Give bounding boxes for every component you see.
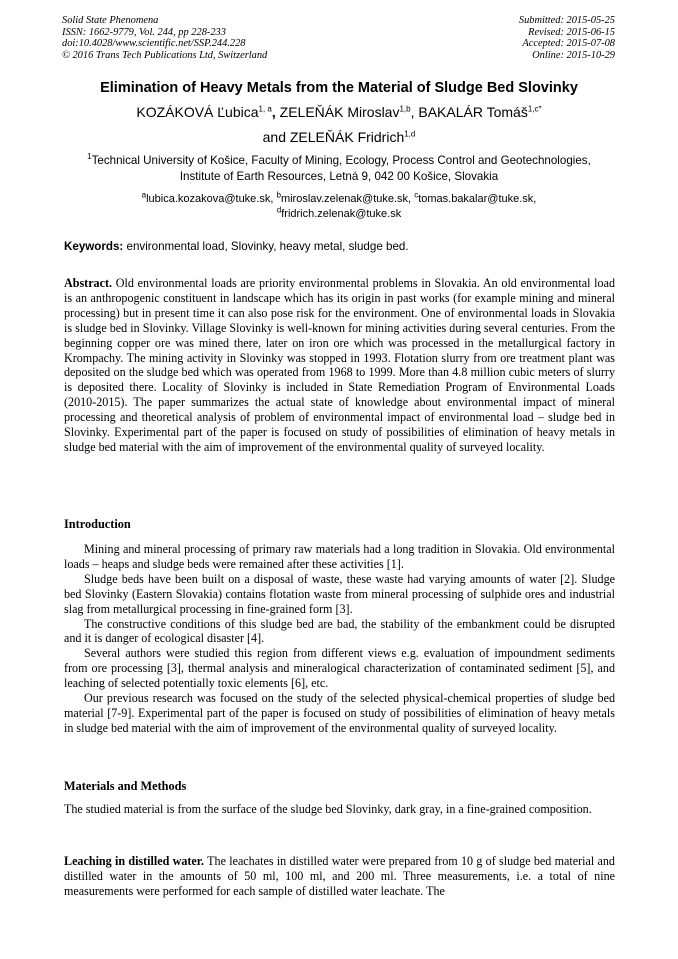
email-sup: c (414, 190, 419, 200)
section-heading-introduction: Introduction (64, 517, 131, 531)
issn-line: ISSN: 1662-9779, Vol. 244, pp 228-233 (62, 26, 226, 38)
affiliation-line: Technical University of Košice, Faculty of Mining, Ecology, Process Control and Geotechnologies, (91, 154, 591, 167)
author-affiliation-sup: 1, a (258, 104, 272, 114)
paragraph: Mining and mineral processing of primary raw materials had a long tradition in Slovakia. Old environmental loads – heaps and sludge beds were remained after these activities [1]. (64, 542, 615, 571)
author-affiliation-sup: 1,b (399, 104, 411, 114)
affiliation-sup: 1 (87, 152, 92, 162)
paragraph: Several authors were studied this region from different views e.g. evaluation of impoundment sediments from ore processing [3], thermal analysis and mineralogical characterization of contaminated sediment [5], and leaching of selected potentially toxic elements [6], etc. (64, 646, 615, 691)
author-line-1: KOZÁKOVÁ Ľubica$^{1, a}$, ZELEŇÁK Miroslav$^{1,b}$, BAKALÁR Tomáš$^{1,c*}$ (136, 104, 542, 120)
email-sup: d (276, 204, 282, 214)
email-link[interactable]: miroslav.zelenak@tuke.sk, (280, 193, 412, 205)
abstract (64, 276, 615, 455)
email-sup: a (141, 190, 147, 200)
abstract-text: Old environmental loads are priority environmental problems in Slovakia. An old environmental load is an anthropogenic constituent in landscape which has its origin in past works (for example mining and mineral processing) but in present time it can also pose risk for the environment. One of environmental loads in Slovakia is sludge bed in Slovinky. Village Slovinky is well-known for mining activities during several centuries. From the beginning copper ore was mined there, later on iron ore which was processed in the metallurgical factory in Krompachy. The mining activity in Slovinky was stopped in 1993. Flotation slurry from ore treatment plant was deposited on the sludge bed which was operated from 1968 to 1999. More than 4.8 million cubic meters of slurry is deposited there. Locality of Slovinky is included in State Remediation Program of Environmental Loads (2010-2015). The paper summarizes the actual state of knowledge about environmental impact of mineral processing and theoretical analysis of problem of environmental impact of environmental load – sludge bed in Slovinky. Experimental part of the paper is focused on study of possibilities of elimination of heavy metals in sludge bed material with the aim of improvement of the environmental quality of surveyed locality. (64, 276, 615, 454)
subsection-text: The leachates in distilled water were prepared from 10 g of sludge bed material and distilled water in the amounts of 50 ml, 100 ml, and 200 ml. Three measurements, i.e. a total of nine measurements were performed for each sample of distilled water leachate. The (64, 854, 615, 898)
subsection-label: Leaching in distilled water. (64, 854, 205, 868)
introduction-body (64, 542, 615, 736)
keywords-text: environmental load, Slovinky, heavy metal, sludge bed. (123, 240, 409, 253)
submitted-date: Submitted: 2015-05-25 (518, 15, 615, 26)
keywords-label: Keywords: (64, 240, 124, 253)
paragraph: The studied material is from the surface of the sludge bed Slovinky, dark gray, in a fine-grained composition. (64, 802, 592, 816)
paragraph: Our previous research was focused on the study of the selected physical-chemical properties of sludge bed material [7-9]. Experimental part of the paper is focused on study of possibilities of elimination of heavy metals in sludge bed material with the aim of improvement of the environmental quality of surveyed locality. (64, 691, 615, 735)
email-link[interactable]: lubica.kozakova@tuke.sk, (146, 193, 274, 205)
author-name: ZELEŇÁK Fridrich (289, 129, 405, 145)
author-name: BAKALÁR Tomáš (418, 104, 528, 120)
email-link[interactable]: fridrich.zelenak@tuke.sk (281, 207, 402, 220)
revised-date: Revised: 2015-06-15 (528, 26, 615, 38)
author-affiliation-sup: 1,c* (527, 104, 542, 114)
accepted-date: Accepted: 2015-07-08 (522, 38, 615, 50)
paragraph: Sludge beds have been built on a disposal of waste, these waste had varying amounts of water [2]. Sludge bed Slovinky (Eastern Slovakia) contains flotation waste from mineral processing of sulphide ores and industrial slag from metallurgical processing in fine-grained form [3]. (64, 571, 615, 616)
paragraph: The constructive conditions of this sludge bed are bad, the stability of the embankment could be disrupted and it is danger of ecological disaster [4]. (64, 616, 615, 646)
author-conjunction: and (262, 129, 286, 145)
keywords (64, 240, 616, 253)
journal-header-left (62, 15, 267, 61)
online-date: Online: 2015-10-29 (532, 49, 615, 61)
author-name: ZELEŇÁK Miroslav (279, 104, 400, 120)
email-link[interactable]: tomas.bakalar@tuke.sk, (418, 193, 537, 205)
author-name: KOZÁKOVÁ Ľubica (136, 104, 259, 120)
leaching-subsection (64, 854, 615, 899)
author-affiliation-sup: 1,d (404, 129, 416, 139)
author-emails (40, 192, 638, 221)
section-heading-methods: Materials and Methods (64, 779, 187, 793)
paper-title: Elimination of Heavy Metals from the Material of Sludge Bed Slovinky (100, 80, 578, 96)
journal-header-right (519, 15, 615, 61)
doi-line: doi:10.4028/www.scientific.net/SSP.244.228 (62, 38, 246, 50)
email-sup: b (276, 190, 281, 200)
affiliation (40, 153, 638, 184)
journal-name: Solid State Phenomena (62, 15, 159, 26)
author-line-2 (0, 128, 678, 146)
abstract-label: Abstract. (64, 276, 113, 290)
affiliation-line: Institute of Earth Resources, Letná 9, 042 00 Košice, Slovakia (179, 169, 499, 183)
methods-body (64, 802, 615, 817)
copyright-line: © 2016 Trans Tech Publications Ltd, Switzerland (62, 49, 268, 61)
